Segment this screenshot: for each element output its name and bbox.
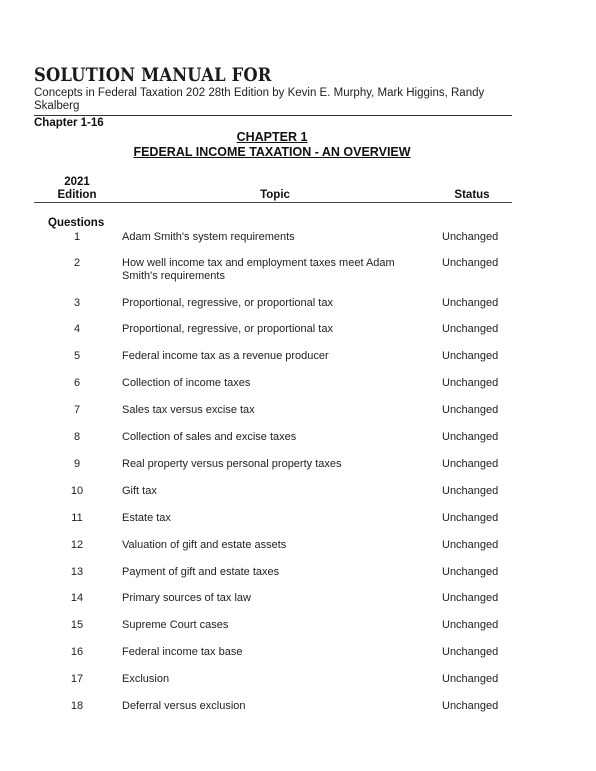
question-topic: Primary sources of tax law [122, 592, 251, 604]
question-status: Unchanged [442, 619, 499, 631]
question-number: 9 [73, 458, 81, 470]
question-number: 2 [73, 257, 81, 269]
question-number: 11 [71, 512, 83, 524]
question-topic: Estate tax [122, 512, 171, 524]
question-number: 17 [70, 673, 84, 685]
question-status: Unchanged [442, 404, 499, 416]
question-status: Unchanged [442, 700, 499, 712]
question-topic: Supreme Court cases [122, 619, 229, 631]
chapter-title: FEDERAL INCOME TAXATION - AN OVERVIEW [133, 145, 411, 159]
question-number: 8 [73, 431, 81, 443]
table-header-divider [34, 202, 512, 203]
question-number: 7 [73, 404, 81, 416]
question-status: Unchanged [442, 231, 499, 243]
header-divider [34, 115, 512, 116]
question-number: 16 [70, 646, 84, 658]
chapter-heading [0, 130, 544, 160]
question-topic: Federal income tax base [122, 646, 243, 658]
question-number: 13 [70, 566, 84, 578]
question-number: 6 [73, 377, 81, 389]
question-topic: Federal income tax as a revenue producer [122, 350, 329, 362]
question-topic: Gift tax [122, 485, 157, 497]
question-status: Unchanged [442, 566, 499, 578]
chapter-range: Chapter 1-16 [34, 117, 104, 129]
question-topic: Exclusion [122, 673, 170, 685]
question-status: Unchanged [442, 592, 499, 604]
question-number: 12 [70, 539, 84, 551]
question-status: Unchanged [442, 257, 499, 269]
question-status: Unchanged [442, 458, 499, 470]
question-status: Unchanged [442, 377, 499, 389]
question-status: Unchanged [442, 646, 499, 658]
column-header-edition-year: 2021 [64, 176, 90, 188]
question-number: 18 [70, 700, 84, 712]
question-status: Unchanged [442, 350, 499, 362]
question-status: Unchanged [442, 539, 499, 551]
question-status: Unchanged [442, 431, 499, 443]
document-subtitle: Concepts in Federal Taxation 202 28th Edition by Kevin E. Murphy, Mark Higgins, Randy Skalberg [34, 87, 485, 112]
question-status: Unchanged [442, 323, 499, 335]
question-number: 5 [73, 350, 81, 362]
question-status: Unchanged [442, 297, 499, 309]
question-number: 3 [73, 297, 81, 309]
question-topic: Proportional, regressive, or proportional tax [122, 323, 333, 335]
question-number: 4 [73, 323, 81, 335]
question-topic: How well income tax and employment taxes meet Adam Smith's requirements [122, 257, 395, 282]
chapter-number: CHAPTER 1 [236, 130, 308, 144]
column-header-edition [50, 176, 104, 202]
question-number: 15 [70, 619, 84, 631]
question-number: 1 [73, 231, 81, 243]
question-status: Unchanged [442, 673, 499, 685]
question-status: Unchanged [442, 512, 499, 524]
question-topic: Sales tax versus excise tax [122, 404, 255, 416]
question-topic: Deferral versus exclusion [122, 700, 246, 712]
document-title: SOLUTION MANUAL FOR [34, 64, 272, 86]
question-topic: Collection of sales and excise taxes [122, 431, 297, 443]
question-topic: Proportional, regressive, or proportional tax [122, 297, 333, 309]
column-header-edition-label: Edition [57, 189, 97, 201]
question-topic: Payment of gift and estate taxes [122, 566, 280, 578]
question-number: 14 [70, 592, 84, 604]
question-topic: Collection of income taxes [122, 377, 251, 389]
column-header-status: Status [454, 189, 490, 201]
question-topic: Real property versus personal property taxes [122, 458, 342, 470]
question-topic: Adam Smith's system requirements [122, 231, 295, 243]
question-number: 10 [70, 485, 84, 497]
question-topic: Valuation of gift and estate assets [122, 539, 287, 551]
column-header-topic: Topic [260, 189, 290, 201]
section-label-questions: Questions [48, 217, 105, 229]
question-status: Unchanged [442, 485, 499, 497]
